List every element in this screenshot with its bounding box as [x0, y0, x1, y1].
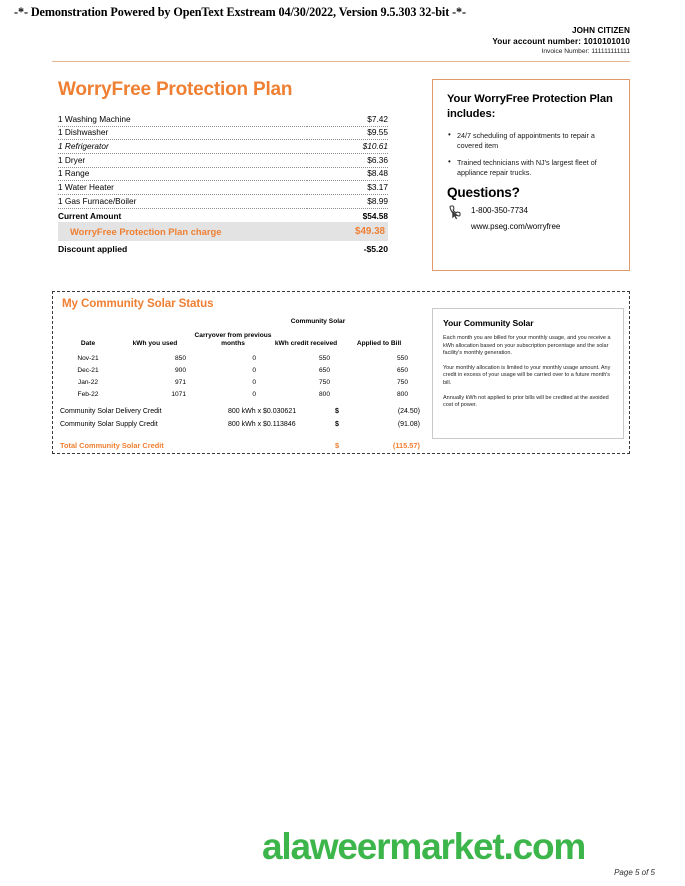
appliance-amount: $10.61 [307, 140, 388, 154]
cell-carryover: 0 [252, 366, 256, 374]
table-row [60, 365, 418, 377]
questions-heading: Questions? [447, 185, 520, 201]
your-community-solar-heading: Your Community Solar [443, 318, 534, 328]
cell-carryover: 0 [252, 355, 256, 363]
cell-used: 850 [174, 355, 186, 363]
cell-credit: 800 [318, 390, 330, 398]
community-solar-table [60, 332, 418, 400]
list-item [447, 131, 615, 150]
invoice-number: Invoice Number: 111111111111 [541, 48, 630, 55]
header-divider [52, 61, 630, 62]
bullet-dot-icon: • [448, 130, 451, 139]
solar-info-paragraph: Annually kWh not applied to prior bills will be credited at the avoided cost of power. [443, 394, 609, 409]
plan-benefits-list [447, 131, 615, 177]
column-header-date: Date [80, 340, 96, 348]
solar-header-row [60, 332, 418, 353]
appliance-label: 1 Gas Furnace/Boiler [58, 195, 307, 209]
total-credit-label: Total Community Solar Credit [60, 441, 164, 450]
column-header-used: kWh you used [132, 340, 178, 348]
supply-credit-row [60, 418, 420, 431]
current-amount-value: $54.58 [362, 210, 388, 221]
appliance-amount: $8.99 [307, 195, 388, 209]
appliance-amount: $7.42 [307, 113, 388, 126]
discount-row [58, 244, 388, 254]
total-credit-currency: $ [335, 441, 340, 450]
plan-charge-value: $49.38 [355, 226, 385, 237]
solar-info-paragraph: Your monthly allocation is limited to your monthly usage amount. Any credit in excess of your usage will be carried over to a future month's bill. [443, 364, 611, 386]
discount-label: Discount applied [58, 244, 128, 254]
customer-name: JOHN CITIZEN [571, 26, 630, 35]
appliance-label: 1 Washing Machine [58, 113, 307, 126]
website-url[interactable]: www.pseg.com/worryfree [471, 222, 561, 232]
credit-currency: $ [335, 421, 339, 428]
column-header-applied: Applied to Bill [356, 340, 402, 348]
discount-value: -$5.20 [363, 244, 388, 254]
appliance-label: 1 Range [58, 167, 307, 181]
total-solar-credit-row [60, 440, 420, 452]
appliance-label: 1 Water Heater [58, 181, 307, 195]
cell-date: Dec-21 [77, 366, 99, 374]
plan-includes-box [432, 79, 630, 271]
list-item [447, 158, 615, 177]
benefit-text: Trained technicians with NJ's largest fleet of appliance repair trucks. [457, 158, 597, 177]
phone-contact-row [447, 205, 615, 217]
cell-applied: 550 [396, 355, 408, 363]
phone-number[interactable]: 1-800-350-7734 [471, 206, 528, 216]
table-row [58, 167, 388, 181]
current-amount-row [58, 208, 388, 223]
cell-used: 1071 [171, 390, 186, 398]
delivery-credit-row [60, 405, 420, 418]
table-row [58, 113, 388, 126]
appliance-label: 1 Refrigerator [58, 140, 307, 154]
appliance-amount: $3.17 [307, 181, 388, 195]
solar-table-body [60, 353, 418, 400]
credit-amount: (24.50) [397, 408, 420, 415]
solar-credit-lines [60, 405, 420, 431]
cell-date: Nov-21 [77, 355, 99, 363]
appliance-charges-table [58, 113, 388, 223]
your-community-solar-box [432, 308, 624, 439]
table-row [58, 195, 388, 209]
benefit-text: 24/7 scheduling of appointments to repair a covered item [457, 131, 595, 150]
cell-applied: 650 [396, 366, 408, 374]
watermark: alaweermarket.com [262, 826, 586, 867]
cell-date: Feb-22 [77, 390, 99, 398]
solar-info-paragraph: Each month you are billed for your monthly usage, and you receive a kWh allocation based on your subscription percentage and the solar facility's monthly generation. [443, 335, 611, 357]
page-number: Page 5 of 5 [614, 868, 655, 877]
website-contact-row [447, 221, 615, 233]
solar-table-head [60, 332, 418, 353]
plan-charge-label: WorryFree Protection Plan charge [70, 226, 222, 237]
appliance-amount: $9.55 [307, 126, 388, 140]
cell-credit: 650 [318, 366, 330, 374]
community-solar-title: My Community Solar Status [62, 297, 214, 310]
credit-label: Community Solar Delivery Credit [60, 408, 162, 415]
credit-calculation: 800 kWh x $0.030621 [228, 408, 297, 415]
bullet-dot-icon: • [448, 157, 451, 167]
total-credit-amount: (115.57) [392, 441, 420, 450]
table-row [58, 181, 388, 195]
table-row [60, 353, 418, 365]
table-row [58, 126, 388, 140]
appliance-label: 1 Dryer [58, 154, 307, 168]
community-solar-group-header: Community Solar [290, 318, 346, 325]
cell-used: 900 [174, 366, 186, 374]
cell-applied: 750 [396, 378, 408, 386]
cell-used: 971 [174, 378, 186, 386]
demo-banner: -*- Demonstration Powered by OpenText Exstream 04/30/2022, Version 9.5.303 32-bit -*- [14, 5, 467, 19]
table-row [58, 154, 388, 168]
appliance-rows [58, 113, 388, 223]
current-amount-label: Current Amount [58, 210, 122, 221]
plan-charge-row [58, 222, 388, 241]
table-row [60, 388, 418, 400]
account-number: Your account number: 1010101010 [492, 37, 630, 46]
credit-currency: $ [335, 408, 339, 415]
plan-includes-heading: Your WorryFree Protection Plan includes: [447, 93, 613, 120]
cell-carryover: 0 [252, 390, 256, 398]
table-row [60, 376, 418, 388]
cursor-pointer-icon [450, 210, 464, 224]
page-title: WorryFree Protection Plan [58, 79, 293, 100]
appliance-label: 1 Dishwasher [58, 126, 307, 140]
cell-date: Jan-22 [77, 378, 99, 386]
appliance-amount: $8.48 [307, 167, 388, 181]
column-header-credit: kWh credit received [274, 340, 338, 348]
table-row [58, 140, 388, 154]
appliance-amount: $6.36 [307, 154, 388, 168]
cell-credit: 750 [318, 378, 330, 386]
cell-credit: 550 [318, 355, 330, 363]
column-header-carryover: Carryover from previous months [194, 332, 272, 348]
credit-amount: (91.08) [397, 421, 420, 428]
cell-carryover: 0 [252, 378, 256, 386]
account-header [492, 25, 630, 57]
credit-calculation: 800 kWh x $0.113846 [228, 421, 296, 428]
credit-label: Community Solar Supply Credit [60, 421, 158, 428]
cell-applied: 800 [396, 390, 408, 398]
